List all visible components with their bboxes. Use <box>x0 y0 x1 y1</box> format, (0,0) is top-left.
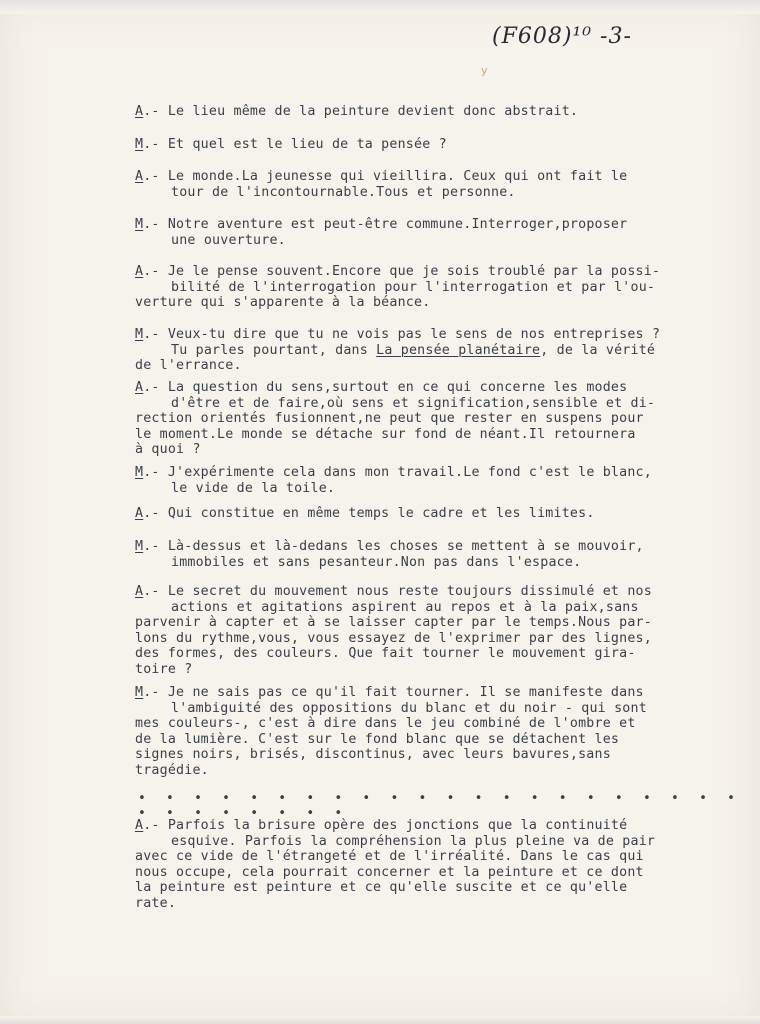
line-text: le vide de la toile. <box>171 480 336 496</box>
dialogue-line: M.- Je ne sais pas ce qu'il fait tourner. Il se manifeste dans <box>135 685 644 700</box>
scan-edge-bottom <box>0 1016 760 1024</box>
dialogue-paragraph <box>135 169 755 200</box>
dialogue-paragraph <box>135 539 755 570</box>
dialogue-paragraph <box>135 104 755 120</box>
dialogue-line <box>135 358 755 374</box>
line-text: mes couleurs-, c'est à dire dans le jeu combiné de l'ombre et <box>135 716 636 731</box>
speaker-label: A <box>135 104 144 119</box>
line-text: rection orientés fusionnent,ne peut que rester en suspens pour <box>135 411 644 426</box>
line-text: rate. <box>135 895 177 911</box>
dialogue-line: A.- La question du sens,surtout en ce qui concerne les modes <box>135 380 628 395</box>
speaker-label: M <box>135 327 144 342</box>
line-text: lons du rythme,vous, vous essayez de l'exprimer par des lignes, <box>135 630 652 646</box>
dialogue-paragraph <box>135 465 755 496</box>
dialogue-line <box>135 716 755 732</box>
line-text: Et quel est le lieu de ta pensée ? <box>167 137 447 152</box>
line-text: immobiles et sans pesanteur.Non pas dans l'espace. <box>171 554 582 570</box>
dialogue-line: M.- Et quel est le lieu de ta pensée ? <box>135 137 447 152</box>
line-text: Parfois la brisure opère des jonctions que la continuité <box>167 818 628 833</box>
dialogue-line <box>135 615 755 631</box>
dialogue-line <box>135 427 755 443</box>
dialogue-line <box>135 701 755 717</box>
line-text: La question du sens,surtout en ce qui concerne les modes <box>167 380 628 395</box>
dialogue-line: A.- Le lieu même de la peinture devient donc abstrait. <box>135 104 579 119</box>
dialogue-line <box>135 880 755 896</box>
dialogue-line: M.- Notre aventure est peut-être commune.Interroger,proposer <box>135 217 628 232</box>
dialogue-line <box>135 343 755 359</box>
speaker-label: A <box>135 264 144 279</box>
dialogue-paragraph <box>135 506 755 522</box>
dialogue-line: A.- Parfois la brisure opère des jonctions que la continuité <box>135 818 628 833</box>
dialogue-line <box>135 732 755 748</box>
speaker-label: A <box>135 169 144 184</box>
speaker-label: A <box>135 380 144 395</box>
dialogue-paragraph <box>135 217 755 248</box>
pencil-mark: y <box>481 64 488 77</box>
dialogue-line <box>135 865 755 881</box>
line-text: tragédie. <box>135 762 209 778</box>
line-text: avec ce vide de l'étrangeté et de l'irréalité. Dans le cas qui <box>135 849 644 864</box>
dialogue-line <box>135 896 755 912</box>
dialogue-line: A.- Qui constitue en même temps le cadre et les limites. <box>135 506 595 521</box>
dialogue-line <box>135 747 755 763</box>
line-text: le moment.Le monde se détache sur fond de néant.Il retournera <box>135 426 636 442</box>
scan-edge-top <box>0 0 760 14</box>
line-text: J'expérimente cela dans mon travail.Le fond c'est le blanc, <box>167 465 652 480</box>
line-text: de l'errance. <box>135 358 242 373</box>
dialogue-line <box>135 555 755 571</box>
line-text: une ouverture. <box>171 232 286 248</box>
speaker-label: M <box>135 137 144 152</box>
line-text: Le secret du mouvement nous reste toujours dissimulé et nos <box>167 584 652 599</box>
dialogue-paragraph <box>135 818 755 911</box>
line-text: , de la vérité <box>540 342 656 358</box>
line-text: bilité de l'interrogation pour l'interrogation et par l'ou- <box>171 279 656 295</box>
dialogue-line <box>135 662 755 678</box>
dialogue-line <box>135 646 755 662</box>
dotted-separator: • • • • • • • • • • • • • • • • • • • • • • • • • • • • • • <box>138 791 742 821</box>
line-text: Là-dessus et là-dedans les choses se mettent à se mouvoir, <box>167 539 644 554</box>
book-title: La pensée planétaire <box>376 342 541 358</box>
dialogue-line <box>135 233 755 249</box>
line-text: verture qui s'apparente à la béance. <box>135 295 431 310</box>
dialogue-line <box>135 763 755 779</box>
dialogue-line: A.- Le secret du mouvement nous reste toujours dissimulé et nos <box>135 584 652 599</box>
line-text: Le monde.La jeunesse qui vieillira. Ceux qui ont fait le <box>167 169 628 184</box>
line-text: tour de l'incontournable.Tous et personne. <box>171 184 516 200</box>
dialogue-paragraph <box>135 584 755 677</box>
dialogue-line <box>135 631 755 647</box>
line-text: toire ? <box>135 661 193 677</box>
speaker-label: M <box>135 465 144 480</box>
line-text: Veux-tu dire que tu ne vois pas le sens de nos entreprises ? <box>167 327 661 342</box>
dialogue-line <box>135 481 755 497</box>
speaker-label: M <box>135 539 144 554</box>
dialogue-line <box>135 396 755 412</box>
dialogue-line: M.- J'expérimente cela dans mon travail.Le fond c'est le blanc, <box>135 465 652 480</box>
line-text: esquive. Parfois la compréhension la plus pleine va de pair <box>171 833 656 849</box>
line-text: la peinture est peinture et ce qu'elle suscite et ce qu'elle <box>135 880 628 895</box>
dialogue-line <box>135 834 755 850</box>
dialogue-line <box>135 280 755 296</box>
line-text: des formes, des couleurs. Que fait tourner le mouvement gira- <box>135 646 636 661</box>
line-text: Je ne sais pas ce qu'il fait tourner. Il se manifeste dans <box>167 685 644 700</box>
dialogue-line <box>135 442 755 458</box>
line-text: l'ambiguité des oppositions du blanc et du noir - qui sont <box>171 700 647 716</box>
line-text: d'être et de faire,où sens et signification,sensible et di- <box>171 395 656 411</box>
dialogue-paragraph <box>135 685 755 778</box>
line-text: actions et agitations aspirent au repos et à la paix,sans <box>171 599 639 615</box>
handwritten-page-reference: (F608)¹⁰ -3- <box>492 24 632 49</box>
dialogue-line <box>135 411 755 427</box>
speaker-label: A <box>135 506 144 521</box>
line-text: Tu parles pourtant, dans <box>171 342 377 358</box>
dialogue-line <box>135 600 755 616</box>
dialogue-line: M.- Veux-tu dire que tu ne vois pas le sens de nos entreprises ? <box>135 327 661 342</box>
line-text: Le lieu même de la peinture devient donc abstrait. <box>167 104 579 119</box>
dialogue-paragraph <box>135 137 755 153</box>
dialogue-line: M.- Là-dessus et là-dedans les choses se mettent à se mouvoir, <box>135 539 644 554</box>
line-text: Qui constitue en même temps le cadre et les limites. <box>167 506 595 521</box>
line-text: Notre aventure est peut-être commune.Interroger,proposer <box>167 217 628 232</box>
line-text: signes noirs, brisés, discontinus, avec leurs bavures,sans <box>135 747 611 762</box>
dialogue-paragraph <box>135 327 755 374</box>
line-text: nous occupe, cela pourrait concerner et la peinture et ce dont <box>135 864 644 880</box>
dialogue-paragraph <box>135 264 755 311</box>
speaker-label: M <box>135 685 144 700</box>
line-text: de la lumière. C'est sur le fond blanc que se détachent les <box>135 731 620 747</box>
line-text: parvenir à capter et à se laisser capter par le temps.Nous par- <box>135 615 652 630</box>
dialogue-line: A.- Je le pense souvent.Encore que je sois troublé par la possi- <box>135 264 661 279</box>
dialogue-line: A.- Le monde.La jeunesse qui vieillira. Ceux qui ont fait le <box>135 169 628 184</box>
speaker-label: M <box>135 217 144 232</box>
dialogue-line <box>135 185 755 201</box>
line-text: Je le pense souvent.Encore que je sois troublé par la possi- <box>167 264 661 279</box>
speaker-label: A <box>135 584 144 599</box>
speaker-label: A <box>135 818 144 833</box>
dialogue-line <box>135 849 755 865</box>
line-text: à quoi ? <box>135 442 201 457</box>
dialogue-line <box>135 295 755 311</box>
dialogue-paragraph <box>135 380 755 458</box>
